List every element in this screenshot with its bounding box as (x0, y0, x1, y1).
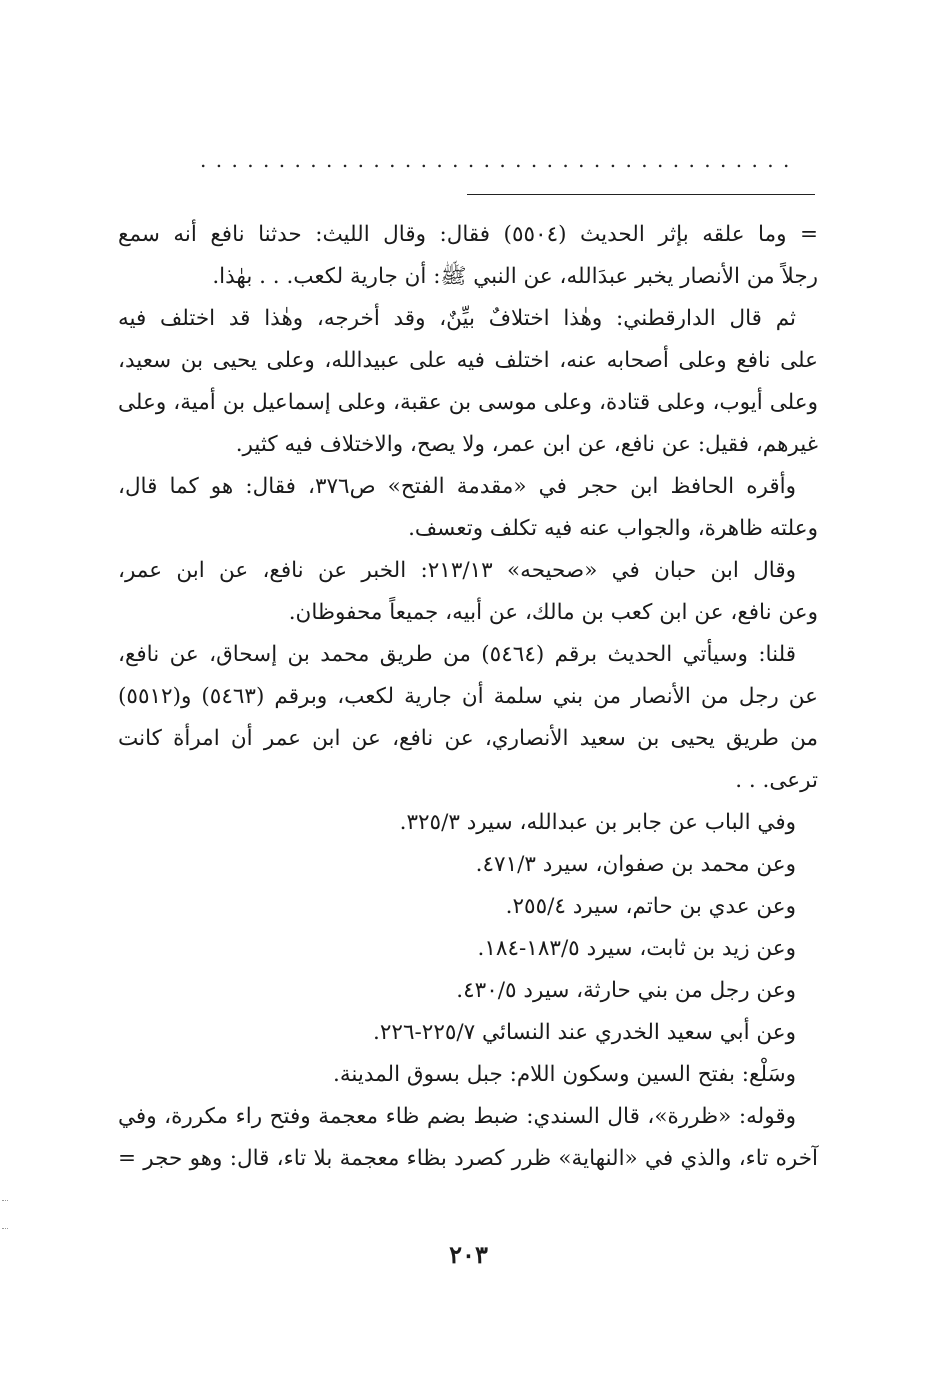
page-number: ٢٠٣ (449, 1240, 488, 1269)
footnote-line: وقوله: «ظررة»، قال السندي: ضبط بضم ظاء معجمة وفتح راء مكررة، وفي (118, 1104, 796, 1129)
footnote-line: وعن محمد بن صفوان، سيرد ٤٧١/٣. (475, 852, 796, 877)
footnote-line: ثم قال الدارقطني: وهٰذا اختلافٌ بيِّنٌ، وقد أخرجه، وهٰذا قد اختلف فيه (118, 306, 796, 331)
footnote-line: رجلاً من الأنصار يخبر عبدَالله، عن النبي ﷺ: أن جارية لكعب. . . بهٰذا. (212, 264, 818, 289)
footnote-line: وعلى أيوب، وعلى قتادة، وعلى موسى بن عقبة، وعلى إسماعيل بن أمية، وعلى (118, 390, 818, 415)
footnote-line: وعن عدي بن حاتم، سيرد ٢٥٥/٤. (505, 894, 796, 919)
footnote-line: غيرهم، فقيل: عن نافع، عن ابن عمر، ولا يصح، والاختلاف فيه كثير. (235, 432, 818, 457)
footnote-line: آخره تاء، والذي في «النهاية» ظرر كصرد بظاء معجمة بلا تاء، قال: وهو حجر = (118, 1146, 818, 1171)
dotted-separator: ...................................... (200, 148, 799, 172)
footnote-line: وعلته ظاهرة، والجواب عنه فيه تكلف وتعسف. (408, 516, 818, 541)
footnote-line: وأقره الحافظ ابن حجر في «مقدمة الفتح» ص٣٧٦، فقال: هو كما قال، (118, 474, 796, 499)
footnote-line: وفي الباب عن جابر بن عبدالله، سيرد ٣٢٥/٣. (399, 810, 796, 835)
footnote-text (118, 214, 818, 1180)
footnote-line: على نافع وعلى أصحابه عنه، اختلف فيه على عبيدالله، وعلى يحيى بن سعيد، (118, 348, 818, 373)
scan-edge-mark (2, 1228, 8, 1229)
footnote-rule (467, 194, 815, 195)
footnote-line: وعن زيد بن ثابت، سيرد ١٨٣/٥-١٨٤. (477, 936, 796, 961)
footnote-line: وسَلْع: بفتح السين وسكون اللام: جبل بسوق المدينة. (333, 1062, 796, 1087)
footnote-line: وقال ابن حبان في «صحيحه» ٢١٣/١٣: الخبر عن نافع، عن ابن عمر، (118, 558, 796, 583)
footnote-line: وعن نافع، عن ابن كعب بن مالك، عن أبيه، جميعاً محفوظان. (288, 600, 818, 625)
footnote-line: عن رجل من الأنصار من بني سلمة أن جارية لكعب، وبرقم (٥٤٦٣) و(٥٥١٢) (118, 684, 818, 709)
footnote-line: وعن أبي سعيد الخدري عند النسائي ٢٢٥/٧-٢٢٦. (373, 1020, 796, 1045)
footnote-line: وعن رجل من بني حارثة، سيرد ٤٣٠/٥. (456, 978, 796, 1003)
footnote-line: ترعى. . . (735, 768, 818, 793)
footnote-line: من طريق يحيى بن سعيد الأنصاري، عن نافع، عن ابن عمر أن امرأة كانت (118, 726, 818, 751)
scan-edge-mark (2, 1200, 8, 1201)
footnote-line: قلنا: وسيأتي الحديث برقم (٥٤٦٤) من طريق محمد بن إسحاق، عن نافع، (118, 642, 796, 667)
footnote-line: = وما علقه بإثر الحديث (٥٥٠٤) فقال: وقال الليث: حدثنا نافع أنه سمع (118, 222, 818, 247)
